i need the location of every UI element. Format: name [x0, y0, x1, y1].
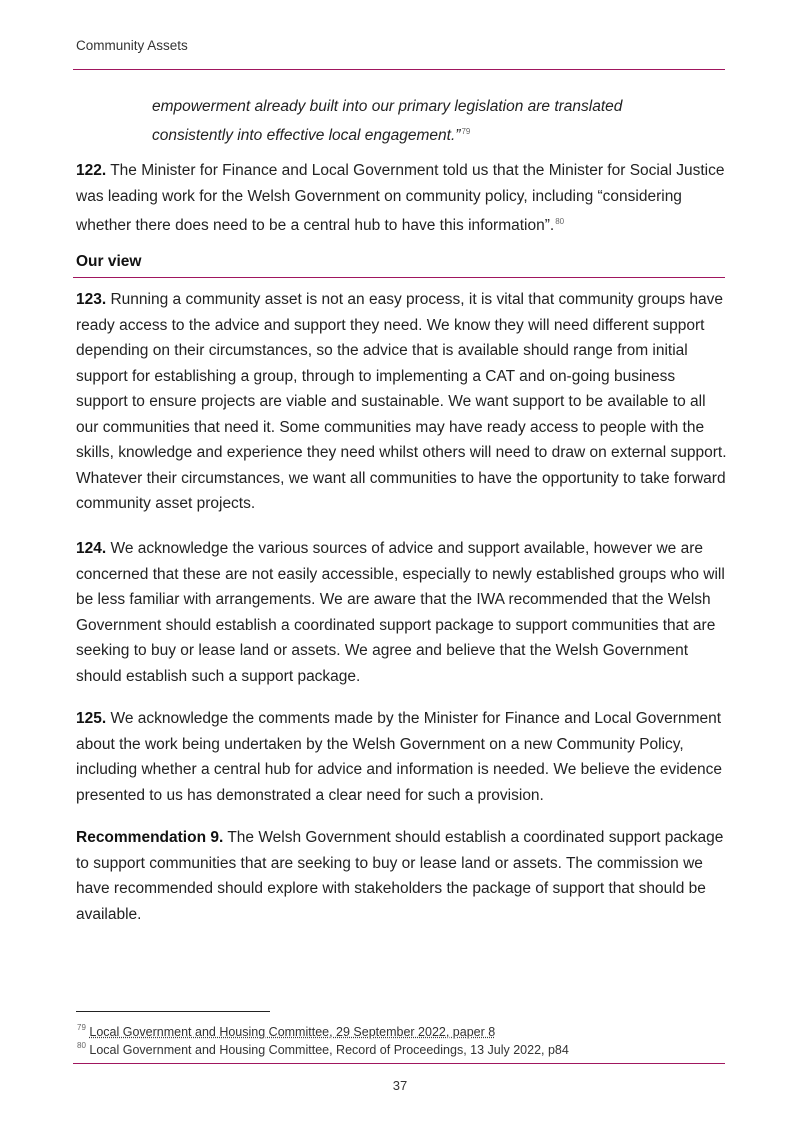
footnote-link[interactable]: Local Government and Housing Committee, 29 September 2022, paper 8 [89, 1025, 496, 1039]
section-subheading: Our view [76, 253, 142, 270]
paragraph-number: 125. [76, 710, 107, 727]
footnote-80 [76, 1038, 569, 1058]
quote-line-2-text: consistently into effective local engagement.” [152, 127, 461, 144]
footnote-text: Local Government and Housing Committee, Record of Proceedings, 13 July 2022, p84 [89, 1043, 569, 1057]
footnote-separator [76, 1011, 270, 1012]
paragraph-123 [76, 287, 728, 517]
footnote-ref-80[interactable]: 80 [555, 217, 565, 226]
paragraph-number: 122. [76, 162, 107, 179]
page-number: 37 [392, 1078, 408, 1093]
paragraph-number: 123. [76, 291, 107, 308]
quote-line-2 [152, 119, 692, 148]
paragraph-text: We acknowledge the various sources of advice and support available, however we are concerned that these are not easily accessible, especially to newly established groups who will be less familiar with arrangements. We are aware that the IWA recommended that the Welsh Government should establish a coordinated support package to support communities that are seeking to buy or lease land or assets. We agree and believe that the Welsh Government should establish such a support package. [76, 540, 725, 685]
subheading-divider [73, 277, 725, 278]
quote-line-1: empowerment already built into our primary legislation are translated [152, 98, 623, 115]
footnote-ref-79[interactable]: 79 [461, 127, 471, 136]
recommendation-9 [76, 825, 728, 927]
paragraph-125 [76, 706, 728, 808]
footer-divider [73, 1063, 725, 1064]
header-divider [73, 69, 725, 70]
footnote-number: 79 [77, 1023, 86, 1032]
footnote-79 [76, 1020, 495, 1040]
paragraph-text: We acknowledge the comments made by the Minister for Finance and Local Government about the work being undertaken by the Welsh Government on a new Community Policy, including whether a central hub for advice and information is needed. We believe the evidence presented to us has demonstrated a clear need for such a provision. [76, 710, 722, 804]
block-quote [152, 94, 692, 148]
running-header: Community Assets [76, 38, 188, 53]
recommendation-text: The Welsh Government should establish a coordinated support package to support communities that are seeking to buy or lease land or assets. The commission we have recommended should explore with stakeholders the package of support that should be available. [76, 829, 724, 923]
recommendation-label: Recommendation 9. [76, 829, 224, 846]
paragraph-122 [76, 158, 728, 239]
paragraph-text: The Minister for Finance and Local Government told us that the Minister for Social Justice was leading work for the Welsh Government on community policy, including “considering whether there does need to be a central hub to have this information”. [76, 162, 725, 234]
paragraph-text: Running a community asset is not an easy process, it is vital that community groups have ready access to the advice and support they need. We know they will need different support depending on their circumstances, so the advice that is available should range from initial support for establishing a group, through to implementing a CAT and on-going business support to ensure projects are viable and sustainable. We want support to be available to all our communities that need it. Some communities may have ready access to people with the skills, knowledge and experience they need whilst others will need to draw on external support. Whatever their circumstances, we want all communities to have the opportunity to take forward community asset projects. [76, 291, 727, 512]
footnote-number: 80 [77, 1041, 86, 1050]
paragraph-124 [76, 536, 728, 689]
paragraph-number: 124. [76, 540, 107, 557]
